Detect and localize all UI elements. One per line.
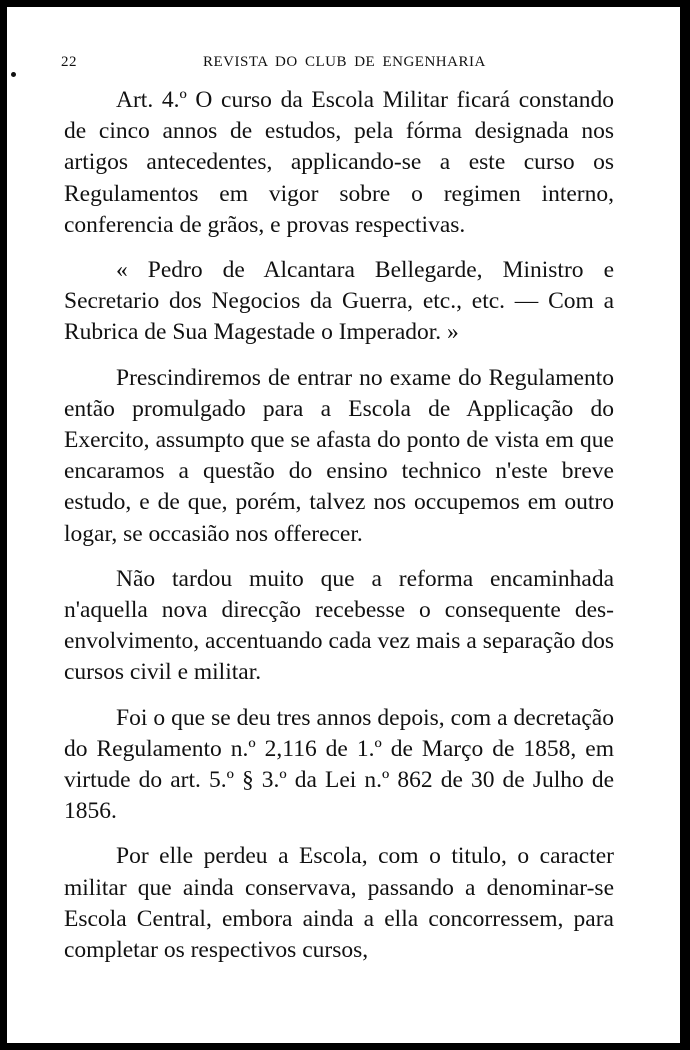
book-page xyxy=(7,7,680,1043)
page-number: 22 xyxy=(61,54,77,70)
paragraph-article-4: Art. 4.º O curso da Escola Militar ficará constando de cinco annos de estudos, pela fórma designada nos artigos antecedentes, applicando-se a este curso os Regulamentos em vigor sobre o regimen interno, conferencia de grãos, e provas respectivas. xyxy=(64,87,614,238)
running-head xyxy=(7,49,680,79)
body-text xyxy=(64,85,614,980)
paragraph-signature: « Pedro de Alcantara Bellegarde, Ministro e Secretario dos Negocios da Guerra, etc., etc. — Com a Rubrica de Sua Magestade o Imperador. » xyxy=(64,257,614,346)
paragraph-escola-central: Por elle perdeu a Escola, com o titulo, o caracter militar que ainda conservava, passando a denominar-se Escola Central, embora ainda a ella concorressem, para completar os respectivos cursos, xyxy=(64,843,614,964)
journal-title: REVISTA DO CLUB DE ENGENHARIA xyxy=(203,54,486,70)
paragraph-regulamento-1858: Foi o que se deu tres annos depois, com a decretação do Regulamento n.º 2,116 de 1.º de Março de 1858, em virtude do art. 5.º § 3.º da Lei n.º 862 de 30 de Julho de 1856. xyxy=(64,704,614,825)
paragraph-prescindiremos: Prescindiremos de entrar no exame do Regulamento então promulgado para a Escola de Applicação do Exercito, assumpto que se afasta do ponto de vista em que encaramos a questão do ensino technico n'este breve estudo, e de que, porém, talvez nos occupemos em outro logar, se occasião nos offerecer. xyxy=(64,364,614,547)
paragraph-reforma: Não tardou muito que a reforma encaminhada n'aquella nova direcção recebesse o consequente desenvolvimento, accentuando cada vez mais a separação dos cursos civil e militar. xyxy=(64,565,614,686)
